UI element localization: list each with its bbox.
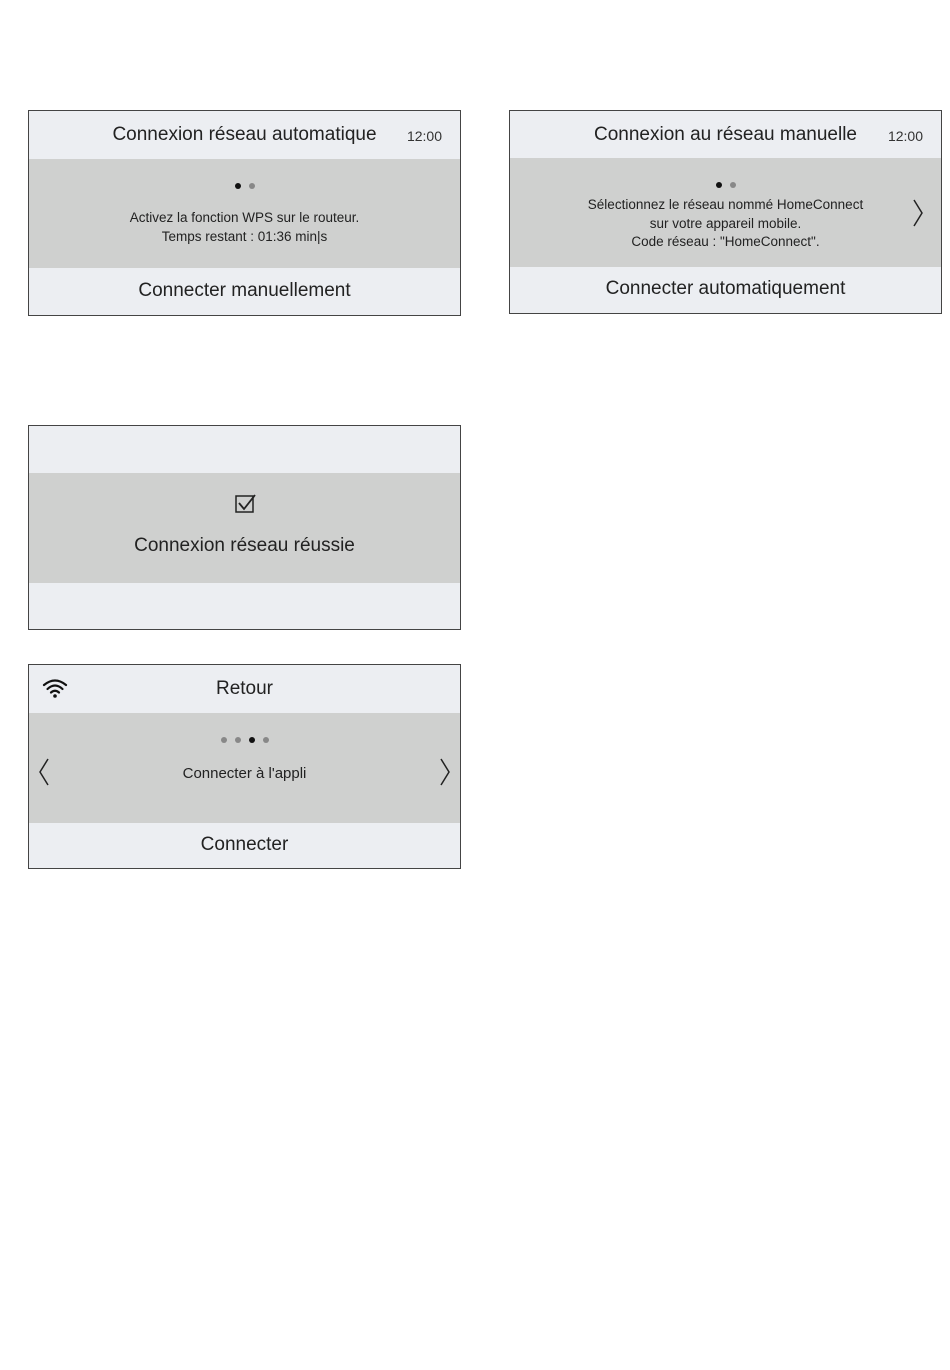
connection-success-screen bbox=[28, 425, 461, 630]
header-bar bbox=[510, 111, 941, 158]
clock-time: 12:00 bbox=[887, 128, 923, 144]
instruction-text bbox=[510, 196, 941, 252]
success-message: Connexion réseau réussie bbox=[134, 535, 355, 556]
content-area bbox=[510, 158, 941, 267]
page-dot bbox=[235, 737, 241, 743]
page-indicator bbox=[510, 182, 941, 190]
chevron-right-icon[interactable] bbox=[438, 757, 452, 787]
connect-automatically-button[interactable] bbox=[510, 267, 941, 313]
page-dot bbox=[235, 183, 241, 189]
page-indicator bbox=[29, 737, 460, 745]
clock-time: 12:00 bbox=[406, 128, 442, 144]
page-dot bbox=[730, 182, 736, 188]
header-bar bbox=[29, 111, 460, 159]
back-button[interactable] bbox=[29, 665, 460, 713]
content-area bbox=[29, 713, 460, 823]
footer-label: Connecter automatiquement bbox=[605, 278, 846, 299]
page-dot bbox=[249, 183, 255, 189]
instruction-text bbox=[29, 209, 460, 246]
message-line: Sélectionnez le réseau nommé HomeConnect bbox=[587, 197, 864, 212]
connect-button[interactable] bbox=[29, 823, 460, 868]
footer-bar bbox=[29, 583, 460, 629]
message-line: sur votre appareil mobile. bbox=[649, 215, 802, 231]
message-line: Code réseau : "HomeConnect". bbox=[631, 234, 820, 249]
content-area bbox=[29, 159, 460, 268]
instruction-text: Connecter à l'appli bbox=[182, 765, 307, 782]
checkbox-check-icon bbox=[234, 493, 258, 515]
auto-connection-screen bbox=[28, 110, 461, 316]
chevron-right-icon[interactable] bbox=[911, 198, 925, 228]
manual-connection-screen bbox=[509, 110, 942, 314]
screen-title: Connexion au réseau manuelle bbox=[593, 124, 857, 145]
screen-title: Retour bbox=[215, 678, 274, 699]
footer-label: Connecter manuellement bbox=[138, 280, 351, 301]
message-line: Activez la fonction WPS sur le routeur. bbox=[129, 210, 360, 225]
connect-app-screen bbox=[28, 664, 461, 869]
connect-manually-button[interactable] bbox=[29, 268, 460, 315]
screen-title: Connexion réseau automatique bbox=[112, 124, 377, 145]
header-bar bbox=[29, 426, 460, 473]
page-dot bbox=[249, 737, 255, 743]
page-dot bbox=[221, 737, 227, 743]
content-area bbox=[29, 473, 460, 583]
message-line: Temps restant : 01:36 min|s bbox=[161, 228, 328, 244]
page-dot bbox=[716, 182, 722, 188]
footer-label: Connecter bbox=[200, 834, 289, 855]
page-dot bbox=[263, 737, 269, 743]
page-indicator bbox=[29, 183, 460, 191]
